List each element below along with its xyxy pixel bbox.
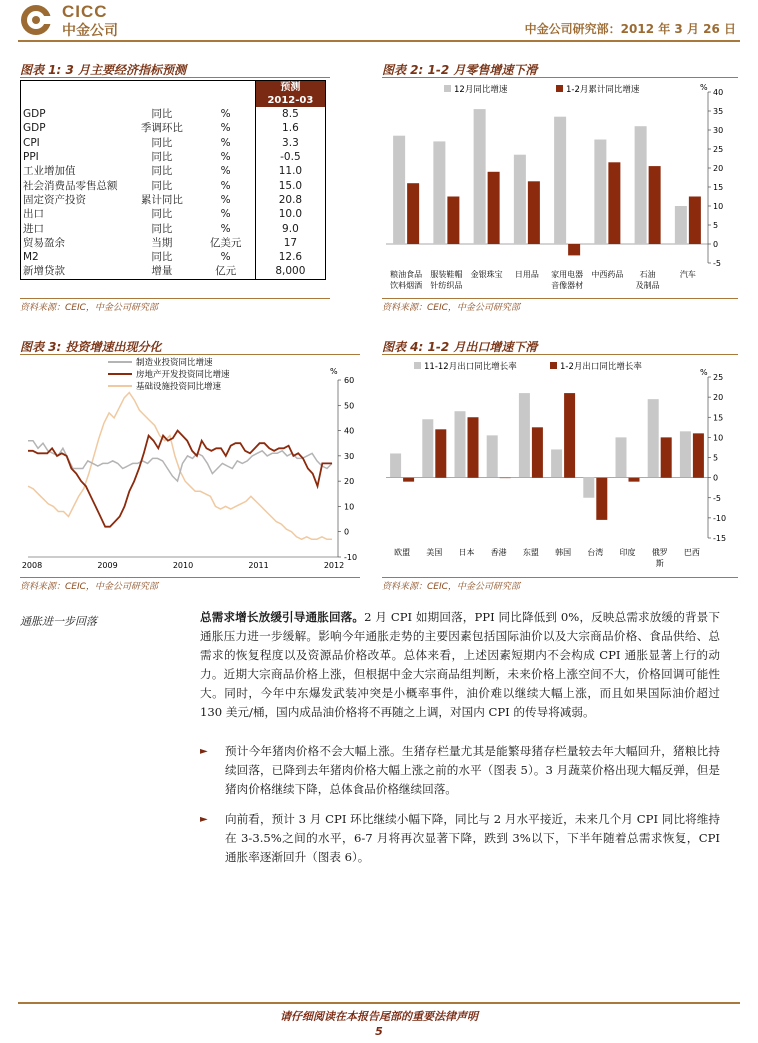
legend-label: 基础设施投资同比增速 [136, 382, 222, 392]
table-header-row [21, 81, 326, 108]
indicator-type: 当期 [151, 236, 173, 249]
indicator-unit: % [220, 136, 231, 149]
fig1-title: 图表 1: 3 月主要经济指标预测 [20, 63, 187, 77]
legend-label: 1-2月出口同比增长率 [560, 362, 642, 372]
bar-prior [551, 449, 562, 477]
bar-current [532, 427, 543, 477]
indicator-type: 季调环比 [140, 122, 183, 135]
legend-label: 制造业投资同比增速 [136, 358, 213, 368]
legend-swatch [550, 362, 557, 369]
y-tick-label: 40 [344, 426, 355, 436]
fig4-title: 图表 4: 1-2 月出口增速下滑 [382, 340, 538, 354]
table-row [21, 121, 326, 135]
table-row [21, 178, 326, 192]
bar-prior [648, 399, 659, 477]
y-tick-label: -5 [713, 259, 721, 268]
y-tick-label: 10 [344, 502, 355, 512]
indicator-value: 11.0 [255, 164, 325, 178]
indicator-type: 同比 [151, 222, 173, 235]
fig1-bottom-rule [20, 298, 330, 299]
y-axis-unit: % [330, 367, 338, 376]
category-label: 台湾 [587, 548, 604, 557]
indicator-name: PPI [23, 151, 39, 164]
y-tick-label: 0 [344, 527, 350, 537]
indicator-value: 17 [255, 236, 325, 250]
bar-current [608, 162, 620, 244]
bar-prior [680, 431, 691, 477]
category-label: 石油 [639, 270, 656, 279]
bar-current [407, 183, 419, 244]
bar-prior [393, 136, 405, 244]
y-tick-label: 20 [713, 393, 724, 403]
indicator-type: 累计同比 [140, 193, 183, 206]
legal-notice: 请仔细阅读在本报告尾部的重要法律声明 [280, 1010, 478, 1023]
bar-current [649, 166, 661, 244]
forecast-header-cell [255, 81, 325, 108]
fig2-title: 图表 2: 1-2 月零售增速下滑 [382, 63, 538, 77]
y-tick-label: 20 [344, 477, 355, 487]
bullet-arrow-icon: ► [200, 814, 208, 825]
legend-swatch [444, 85, 451, 92]
table-row [21, 107, 326, 121]
bar-current [596, 478, 607, 520]
indicator-value: 15.0 [255, 178, 325, 192]
indicator-value: 20.8 [255, 193, 325, 207]
fig4-bottom-rule [382, 577, 738, 578]
legend-label: 11-12月出口同比增长率 [424, 362, 517, 372]
page-number: 5 [375, 1025, 383, 1038]
bar-prior [514, 155, 526, 244]
category-label: 粮油食品 [390, 270, 423, 279]
indicator-unit: % [220, 165, 231, 178]
table-row [21, 236, 326, 250]
y-tick-label: 15 [713, 413, 724, 423]
bar-current [689, 197, 701, 245]
logo-text-cn: 中金公司 [62, 23, 118, 39]
y-tick-label: 30 [344, 451, 355, 461]
indicator-type: 同比 [151, 208, 173, 221]
legend-swatch [414, 362, 421, 369]
y-tick-label: 60 [344, 376, 355, 385]
indicator-name: 进口 [23, 222, 44, 235]
footer-divider [18, 1002, 740, 1004]
bar-prior [455, 411, 466, 477]
indicator-unit: % [220, 208, 231, 221]
category-label: 金银珠宝 [470, 270, 503, 279]
category-label: 美国 [426, 548, 443, 557]
indicator-value: 8,000 [255, 264, 325, 279]
indicator-name: CPI [23, 136, 40, 149]
bar-prior [390, 453, 401, 477]
indicator-type: 同比 [151, 108, 173, 121]
indicator-value: 1.6 [255, 121, 325, 135]
indicator-unit: % [220, 251, 231, 264]
fig4-export-chart [382, 355, 738, 577]
bullet-text: 向前看，预计 3 月 CPI 环比继续小幅下降，同比与 2 月水平接近，未来几个月 CPI 同比将维持在 3-3.5%之间的水平，6-7 月将再次显著下降，跌到 3%以下，下半年随着总需求恢复，CPI 通胀率逐渐回升（图表 6）。 [225, 812, 720, 864]
indicator-type: 增量 [151, 265, 173, 278]
legend-label: 1-2月累计同比增速 [566, 85, 640, 95]
series-line [28, 431, 332, 527]
category-label: 音像器材 [551, 281, 584, 290]
indicator-unit: % [220, 108, 231, 121]
bar-current [693, 433, 704, 477]
bar-prior [675, 206, 687, 244]
bullet-item-cpi-outlook [200, 810, 720, 867]
bar-prior [583, 478, 594, 498]
x-tick-label: 2010 [172, 561, 194, 570]
x-tick-label: 2012 [323, 561, 345, 570]
bar-prior [554, 117, 566, 244]
category-label: 服装鞋帽 [430, 270, 463, 279]
indicator-unit: 亿美元 [209, 236, 242, 249]
y-tick-label: 25 [713, 145, 724, 154]
y-tick-label: 25 [713, 373, 724, 382]
legend-label: 房地产开发投资同比增速 [136, 370, 230, 380]
logo-text-en: CICC [62, 2, 108, 21]
fig2-bottom-rule [382, 298, 738, 299]
indicator-value: 10.0 [255, 207, 325, 221]
indicator-type: 同比 [151, 179, 173, 192]
table-row [21, 250, 326, 264]
y-tick-label: 10 [713, 202, 724, 211]
table-row [21, 221, 326, 235]
category-label: 俄罗 [651, 548, 668, 557]
bar-prior [519, 393, 530, 478]
indicator-unit: % [220, 151, 231, 164]
legend-label: 12月同比增速 [454, 85, 508, 95]
bar-current [500, 478, 511, 479]
y-tick-label: 50 [344, 401, 355, 411]
indicator-unit: % [220, 179, 231, 192]
category-label: 香港 [490, 548, 507, 557]
indicator-name: 贸易盈余 [23, 236, 65, 249]
indicator-value: 12.6 [255, 250, 325, 264]
table-row [21, 164, 326, 178]
bar-current [403, 478, 414, 482]
bullet-arrow-icon: ► [200, 746, 208, 757]
series-line [28, 393, 332, 540]
indicator-unit: % [220, 193, 231, 206]
indicator-unit: % [220, 122, 231, 135]
fig3-source: 资料来源：CEIC，中金公司研究部 [20, 582, 158, 592]
paragraph-lead: 总需求增长放缓引导通胀回落。 [200, 610, 365, 624]
x-tick-label: 2011 [248, 561, 269, 570]
category-label: 印度 [619, 548, 636, 557]
indicator-type: 同比 [151, 165, 173, 178]
y-tick-label: 40 [713, 88, 724, 97]
indicator-name: 工业增加值 [23, 165, 76, 178]
indicator-name: GDP [23, 108, 46, 121]
category-label: 日用品 [514, 270, 539, 279]
indicator-value: 3.3 [255, 136, 325, 150]
y-tick-label: 20 [713, 164, 724, 173]
category-label: 韩国 [555, 548, 572, 557]
indicator-value: 9.0 [255, 221, 325, 235]
side-label-inflation: 通胀进一步回落 [20, 615, 97, 628]
fig3-title: 图表 3: 投资增速出现分化 [20, 340, 162, 354]
indicator-name: 出口 [23, 208, 44, 221]
y-tick-label: 5 [713, 221, 719, 230]
bar-prior [594, 140, 606, 245]
category-label: 汽车 [679, 270, 696, 279]
forecast-header-line1: 预测 [280, 82, 301, 93]
bar-prior [487, 435, 498, 477]
bar-current [435, 429, 446, 477]
bar-current [468, 417, 479, 477]
table-row [21, 150, 326, 164]
report-date-header: 中金公司研究部：2012 年 3 月 26 日 [524, 22, 736, 36]
bar-current [447, 197, 459, 245]
category-label: 及制品 [635, 281, 660, 290]
y-tick-label: 5 [713, 453, 719, 463]
indicator-type: 同比 [151, 251, 173, 264]
category-label: 欧盟 [394, 548, 411, 557]
category-label: 日本 [458, 548, 475, 557]
y-tick-label: 15 [713, 183, 724, 192]
fig2-retail-chart [382, 78, 738, 298]
bullet-text: 预计今年猪肉价格不会大幅上涨。生猪存栏量尤其是能繁母猪存栏量较去年大幅回升，猪粮比持续回落，已降到去年猪肉价格大幅上涨之前的水平（图表 5）。3 月蔬菜价格出现大幅反弹，但是猪肉价格继续下降，总体食品价格继续回落。 [225, 744, 720, 796]
fig1-title-rule [20, 77, 330, 78]
y-tick-label: 30 [713, 126, 724, 135]
bar-prior [433, 141, 445, 244]
category-label: 斯 [655, 559, 664, 568]
bar-prior [635, 126, 647, 244]
table-row [21, 207, 326, 221]
bar-current [564, 393, 575, 478]
table-row [21, 264, 326, 279]
category-label: 中西药品 [591, 270, 624, 279]
indicator-type: 同比 [151, 136, 173, 149]
y-tick-label: -15 [713, 534, 727, 543]
indicator-name: 新增贷款 [23, 265, 65, 278]
x-tick-label: 2008 [21, 561, 43, 570]
y-tick-label: -10 [713, 513, 727, 523]
y-axis-unit: % [700, 368, 708, 377]
indicator-name: M2 [23, 251, 39, 264]
y-tick-label: -5 [713, 493, 721, 503]
cicc-logo-icon [20, 4, 52, 36]
bullet-item-pork [200, 742, 720, 799]
indicator-name: GDP [23, 122, 46, 135]
indicator-value: -0.5 [255, 150, 325, 164]
indicator-type: 同比 [151, 151, 173, 164]
x-tick-label: 2009 [97, 561, 118, 570]
fig4-source: 资料来源：CEIC，中金公司研究部 [382, 582, 520, 592]
paragraph-body: 2 月 CPI 如期回落，PPI 同比降低到 0%，反映总需求放缓的背景下通胀压力进一步缓解。影响今年通胀走势的主要因素包括国际油价以及大宗商品价格、食品供给、总需求的恢复程度以及资源品价格改革。总体来看，上述因素短期内不会构成 CPI 通胀显著上行的动力。近期大宗商品价格上涨，但根据中金大宗商品组判断，未来价格上涨空间不大，价格回调可能性大。同时，今年中东爆发武装冲突是小概率事件，油价难以继续大幅上涨，而且如果国际油价超过 130 美元/桶，国内成品油价格将不再随之上调，对国内 CPI 的传导将减弱。 [200, 610, 720, 719]
indicator-unit: 亿元 [215, 265, 237, 278]
bar-prior [422, 419, 433, 477]
y-tick-label: 0 [713, 473, 719, 483]
category-label: 针纺织品 [430, 281, 463, 290]
category-label: 家用电器 [551, 270, 584, 279]
bar-prior [474, 109, 486, 244]
bar-current [488, 172, 500, 244]
y-tick-label: 10 [713, 433, 724, 443]
fig1-source: 资料来源：CEIC，中金公司研究部 [20, 303, 158, 313]
forecast-header-line2: 2012-03 [267, 95, 314, 106]
bar-current [528, 181, 540, 244]
table-row [21, 136, 326, 150]
indicator-name: 社会消费品零售总额 [23, 179, 118, 192]
forecast-table [20, 80, 326, 280]
y-tick-label: -10 [344, 553, 358, 562]
category-label: 饮料烟酒 [390, 281, 423, 290]
legend-swatch [556, 85, 563, 92]
bar-current [661, 437, 672, 477]
header-divider [18, 40, 740, 42]
indicator-unit: % [220, 222, 231, 235]
y-tick-label: 0 [713, 240, 719, 249]
fig3-investment-chart [20, 355, 365, 577]
y-axis-unit: % [700, 83, 708, 92]
y-tick-label: 35 [713, 107, 724, 116]
bar-current [568, 244, 580, 255]
fig3-bottom-rule [20, 577, 360, 578]
bar-prior [616, 437, 627, 477]
bar-current [629, 478, 640, 482]
table-row [21, 193, 326, 207]
fig2-source: 资料来源：CEIC，中金公司研究部 [382, 303, 520, 313]
indicator-value: 8.5 [255, 107, 325, 121]
category-label: 东盟 [522, 548, 539, 557]
category-label: 巴西 [683, 548, 700, 557]
main-paragraph [200, 608, 720, 722]
indicator-name: 固定资产投资 [23, 193, 86, 206]
